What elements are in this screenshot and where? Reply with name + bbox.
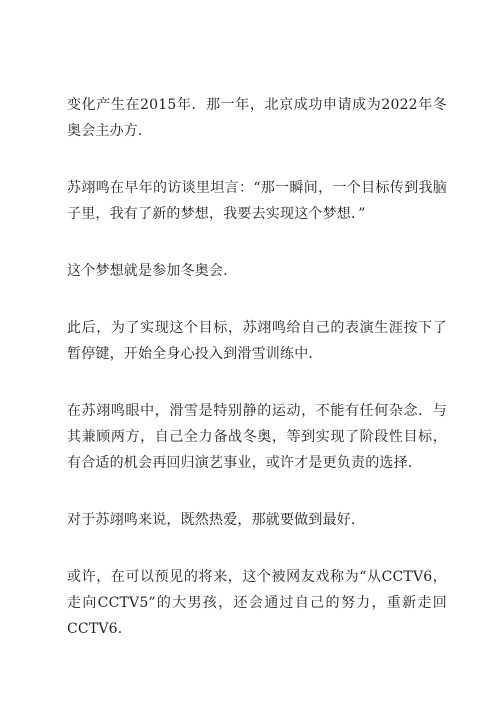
paragraph-3: 这个梦想就是参加冬奥会．	[67, 263, 238, 279]
paragraph-1: 变化产生在2015年．那一年，北京成功申请成为2022年冬奥会主办方．	[67, 97, 447, 139]
paragraph-7: 或许，在可以预见的将来，这个被网友戏称为“从CCTV6，走向CCTV5”的大男孩，还会通过自己的努力，重新走回CCTV6．	[67, 569, 447, 637]
paragraph-6: 对于苏翊鸣来说，既然热爱，那就要做到最好．	[67, 512, 366, 528]
paragraph-2: 苏翊鸣在早年的访谈里坦言：“那一瞬间，一个目标传到我脑子里，我有了新的梦想，我要去实现这个梦想．”	[67, 180, 447, 222]
document-body	[67, 92, 447, 673]
paragraph-5: 在苏翊鸣眼中，滑雪是特别静的运动，不能有任何杂念．与其兼顾两方，自己全力备战冬奥，等到实现了阶段性目标，有合适的机会再回归演艺事业，或许才是更负责的选择．	[67, 403, 447, 471]
paragraph-4: 此后，为了实现这个目标，苏翊鸣给自己的表演生涯按下了暂停键，开始全身心投入到滑雪训练中．	[67, 320, 447, 362]
